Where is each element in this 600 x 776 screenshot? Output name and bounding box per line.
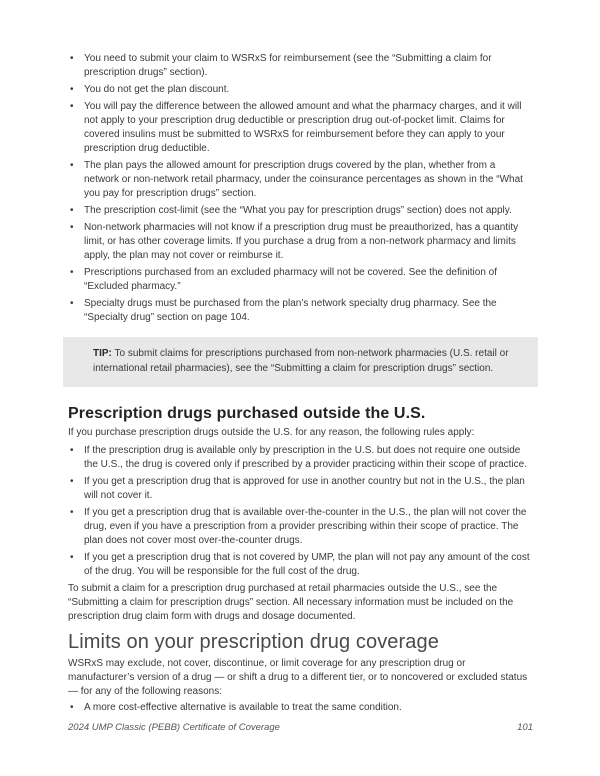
outside-us-bullet-list <box>68 444 533 579</box>
tip-text: To submit claims for prescriptions purchased from non-network pharmacies (U.S. retail or international retail pharmacies), see the “Submitting a claim for prescription drugs” section. <box>93 348 509 374</box>
list-item-text: Non-network pharmacies will not know if a prescription drug must be preauthorized, has a quantity limit, or has other coverage limits. If you purchase a drug from a non-network pharmacy and limits apply, the plan may not cover or reimburse it. <box>84 222 519 261</box>
list-item <box>68 159 533 201</box>
outside-us-closing-paragraph: To submit a claim for a prescription drug purchased at retail pharmacies outside the U.S., see the “Submitting a claim for prescription drugs” section. All necessary information must be included on the prescription drug claim form with drugs and dosage documented. <box>68 583 514 622</box>
list-item-text: You will pay the difference between the allowed amount and what the pharmacy charges, and it will not apply to your prescription drug deductible or prescription drug out-of-pocket limit. Claims for covered insulins must be submitted to WSRxS for reimbursement before they can apply to your prescription drug deductible. <box>84 101 522 154</box>
footer-page-number: 101 <box>517 722 533 733</box>
section-heading-outside-us: Prescription drugs purchased outside the U.S. <box>68 405 426 422</box>
page-content <box>68 52 533 718</box>
list-item-text: A more cost-effective alternative is available to treat the same condition. <box>84 702 402 713</box>
list-item <box>68 100 533 156</box>
list-item <box>68 297 533 325</box>
list-item <box>68 204 533 218</box>
list-item <box>68 221 533 263</box>
list-item <box>68 475 533 503</box>
list-item <box>68 52 533 80</box>
list-item-text: You do not get the plan discount. <box>84 84 230 95</box>
list-item-text: You need to submit your claim to WSRxS for reimbursement (see the “Submitting a claim for prescription drugs” section). <box>84 53 492 78</box>
chapter-heading-limits: Limits on your prescription drug coverage <box>68 631 439 653</box>
list-item-text: The plan pays the allowed amount for prescription drugs covered by the plan, whether from a network or non-network retail pharmacy, under the coinsurance percentages as shown in the “What you pay for prescription drugs” section. <box>84 160 523 199</box>
pharmacy-rules-bullet-list <box>68 52 533 325</box>
list-item <box>68 506 533 548</box>
tip-callout-box <box>63 337 538 387</box>
tip-label: TIP: <box>93 348 112 359</box>
list-item-text: If you get a prescription drug that is not covered by UMP, the plan will not pay any amount of the cost of the drug. You will be responsible for the full cost of the drug. <box>84 552 530 577</box>
list-item-text: Specialty drugs must be purchased from the plan’s network specialty drug pharmacy. See the “Specialty drug” section on page 104. <box>84 298 497 323</box>
limits-intro: WSRxS may exclude, not cover, discontinue, or limit coverage for any prescription drug or manufacturer’s version of a drug — or shift a drug to a different tier, or to noncovered or excluded status — for any of the following reasons: <box>68 658 528 697</box>
list-item-text: If you get a prescription drug that is approved for use in another country but not in the U.S., the plan will not cover it. <box>84 476 525 501</box>
list-item <box>68 266 533 294</box>
list-item-text: The prescription cost-limit (see the “What you pay for prescription drugs” section) does not apply. <box>84 205 512 216</box>
list-item <box>68 444 533 472</box>
page-footer <box>68 721 533 735</box>
limits-bullet-list <box>68 701 533 715</box>
footer-document-title: 2024 UMP Classic (PEBB) Certificate of Coverage <box>68 722 280 733</box>
list-item <box>68 83 533 97</box>
outside-us-intro: If you purchase prescription drugs outside the U.S. for any reason, the following rules apply: <box>68 427 475 438</box>
list-item-text: If the prescription drug is available only by prescription in the U.S. but does not require one outside the U.S., the drug is covered only if prescribed by a provider practicing within their scope of practice. <box>84 445 527 470</box>
list-item-text: Prescriptions purchased from an excluded pharmacy will not be covered. See the definition of “Excluded pharmacy.” <box>84 267 498 292</box>
list-item <box>68 551 533 579</box>
list-item <box>68 701 533 715</box>
list-item-text: If you get a prescription drug that is available over-the-counter in the U.S., the plan will not cover the drug, even if you have a prescription from a provider prescribing within their scope of practice. The plan does not cover most over-the-counter drugs. <box>84 507 527 546</box>
